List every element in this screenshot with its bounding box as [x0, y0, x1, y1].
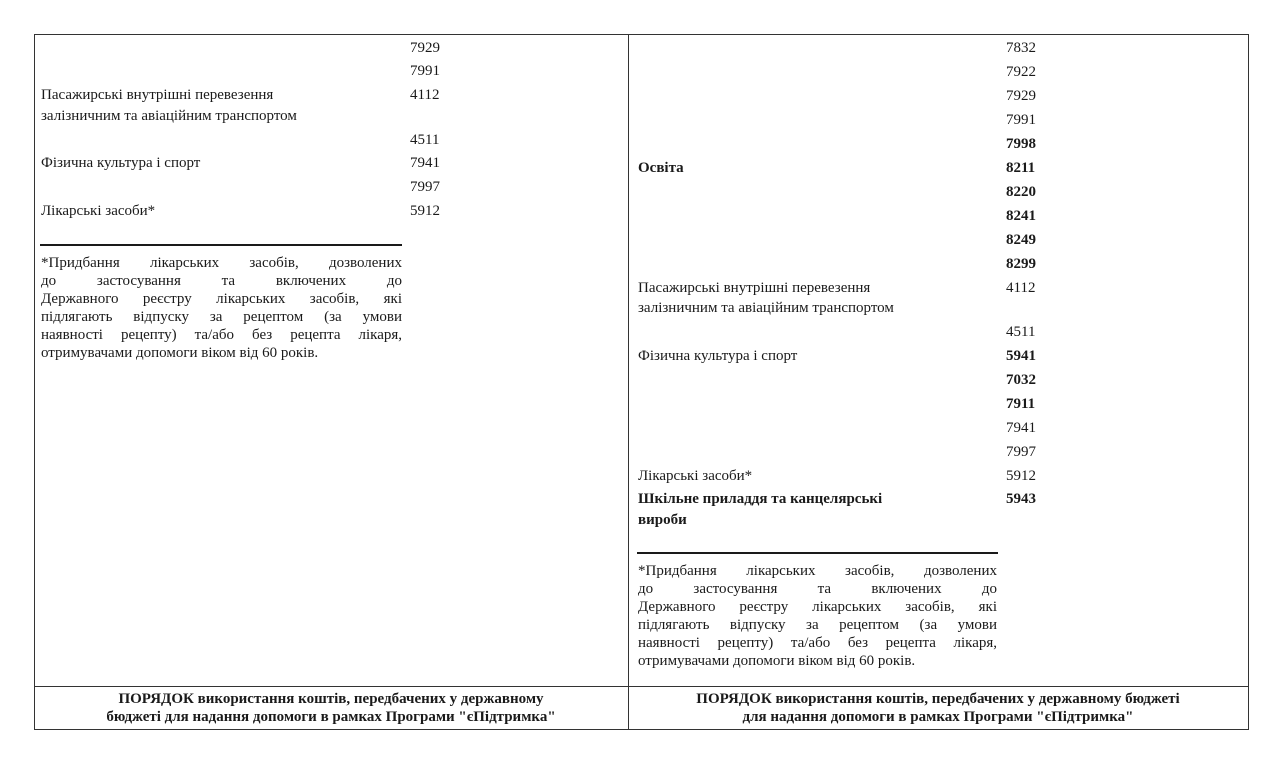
footnote-right: [638, 562, 997, 670]
row-label: Лікарські засоби*: [41, 203, 156, 219]
mcc-code: 7941: [410, 155, 440, 171]
mcc-code: 4112: [410, 87, 440, 103]
row-label: вироби: [638, 512, 687, 528]
footnote-line: отримувачами допомоги віком від 60 років.: [41, 345, 319, 361]
mcc-code: 7832: [1006, 40, 1036, 56]
footnote-rule-right: [637, 552, 998, 554]
mcc-code: 4511: [1006, 324, 1036, 340]
mcc-code: 4511: [410, 132, 440, 148]
footer-line: для надання допомоги в рамках Програми "єПідтримка": [742, 709, 1134, 725]
footnote-rule-left: [40, 244, 402, 246]
mcc-code: 5912: [410, 203, 440, 219]
footnote-line: Державного реєстру лікарських засобів, які: [41, 291, 402, 307]
footer-line: ПОРЯДОК використання коштів, передбачених у державному: [118, 691, 544, 707]
footnote-line: наявності рецепту) та/або без рецепта лікаря,: [638, 635, 997, 651]
mcc-code: 8211: [1006, 160, 1036, 176]
footnote-line: *Придбання лікарських засобів, дозволених: [41, 255, 402, 271]
footer-divider: [34, 686, 1249, 687]
mcc-code: 7911: [1006, 396, 1036, 412]
mcc-code: 7929: [410, 40, 440, 56]
footnote-line: наявності рецепту) та/або без рецепта лікаря,: [41, 327, 402, 343]
mcc-code: 4112: [1006, 280, 1036, 296]
footnote-line: підлягають відпуску за рецептом (за умови: [41, 309, 402, 325]
mcc-code: 7991: [410, 63, 440, 79]
mcc-code: 8241: [1006, 208, 1036, 224]
mcc-code: 7997: [410, 179, 440, 195]
mcc-code: 8299: [1006, 256, 1036, 272]
footer-title-right: [632, 690, 1244, 726]
mcc-code: 7998: [1006, 136, 1036, 152]
mcc-code: 7941: [1006, 420, 1036, 436]
row-label: Фізична культура і спорт: [638, 348, 798, 364]
mcc-code: 7997: [1006, 444, 1036, 460]
footnote-left: [41, 254, 402, 362]
footnote-line: підлягають відпуску за рецептом (за умови: [638, 617, 997, 633]
row-label: Фізична культура і спорт: [41, 155, 201, 171]
mcc-code: 8220: [1006, 184, 1036, 200]
row-label: Лікарські засоби*: [638, 468, 753, 484]
footnote-line: Державного реєстру лікарських засобів, які: [638, 599, 997, 615]
footer-line: бюджеті для надання допомоги в рамках Програми "єПідтримка": [106, 709, 556, 725]
mcc-code: 7991: [1006, 112, 1036, 128]
row-label: Пасажирські внутрішні перевезення: [41, 87, 274, 103]
row-label: Шкільне приладдя та канцелярські: [638, 491, 883, 507]
mcc-code: 5943: [1006, 491, 1036, 507]
mcc-code: 5912: [1006, 468, 1036, 484]
row-label: Пасажирські внутрішні перевезення: [638, 280, 871, 296]
row-label: залізничним та авіаційним транспортом: [41, 108, 297, 124]
footnote-line: до застосування та включених до: [41, 273, 402, 289]
mcc-code: 8249: [1006, 232, 1036, 248]
mcc-code: 5941: [1006, 348, 1036, 364]
row-label: Освіта: [638, 160, 684, 176]
footer-title-left: [36, 690, 626, 726]
mcc-code: 7922: [1006, 64, 1036, 80]
mcc-code: 7929: [1006, 88, 1036, 104]
footnote-line: до застосування та включених до: [638, 581, 997, 597]
footnote-line: отримувачами допомоги віком від 60 років.: [638, 653, 916, 669]
row-label: залізничним та авіаційним транспортом: [638, 300, 894, 316]
mcc-code: 7032: [1006, 372, 1036, 388]
footnote-line: *Придбання лікарських засобів, дозволених: [638, 563, 997, 579]
column-divider: [628, 34, 629, 730]
footer-line: ПОРЯДОК використання коштів, передбачених у державному бюджеті: [696, 691, 1180, 707]
